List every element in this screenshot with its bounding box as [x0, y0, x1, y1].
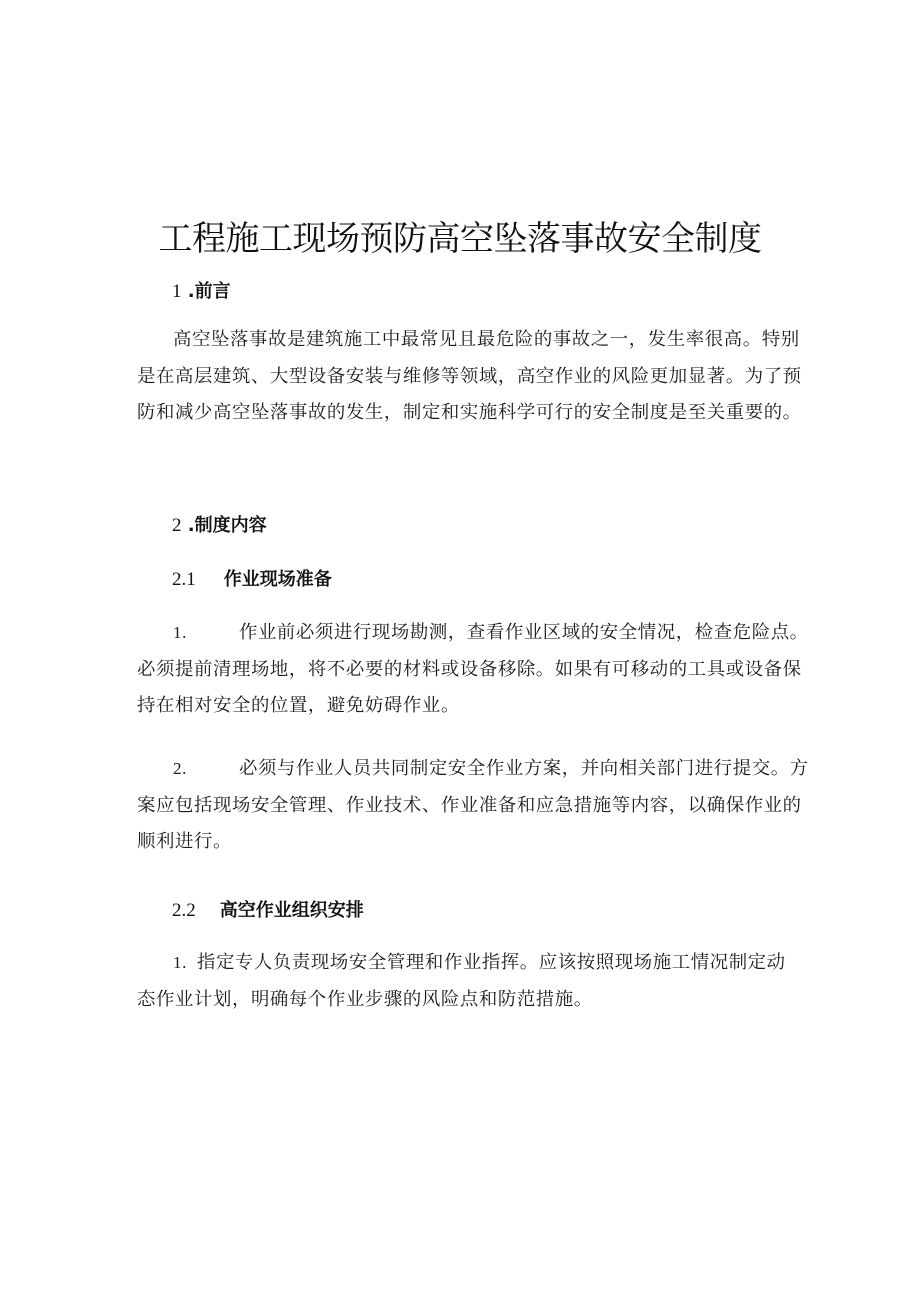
section-1-title: .前言: [187, 281, 231, 302]
section-1-number: 1: [172, 281, 182, 302]
subsection-2-2-item-1: [137, 945, 797, 1018]
subsection-2-1-number: 2.1: [172, 569, 196, 590]
section-2-title: .制度内容: [187, 515, 267, 536]
subsection-2-1-item-2-number: 2.: [173, 759, 187, 778]
section-2-heading: [172, 513, 267, 539]
subsection-2-1-title: 作业现场准备: [223, 569, 332, 590]
section-2-number: 2: [172, 515, 182, 536]
subsection-2-2-heading: [172, 898, 364, 924]
subsection-2-2-item-1-text: 指定专人负责现场安全管理和作业指挥。应该按照现场施工情况制定动态作业计划，明确每个作业步骤的风险点和防范措施。: [137, 952, 786, 1010]
section-1-paragraph-text: 高空坠落事故是建筑施工中最常见且最危险的事故之一，发生率很高。特别是在高层建筑、大型设备安装与维修等领域，高空作业的风险更加显著。为了预防和减少高空坠落事故的发生，制定和实施科学可行的安全制度是至关重要的。: [137, 329, 802, 423]
subsection-2-2-number: 2.2: [172, 900, 196, 921]
subsection-2-2-item-1-number: 1.: [173, 953, 187, 972]
subsection-2-1-item-1: [137, 615, 817, 725]
subsection-2-1-item-2-text: 必须与作业人员共同制定安全作业方案，并向相关部门进行提交。方案应包括现场安全管理、作业技术、作业准备和应急措施等内容，以确保作业的顺利进行。: [137, 758, 809, 852]
subsection-2-1-item-1-text: 作业前必须进行现场勘测，查看作业区域的安全情况，检查危险点。必须提前清理场地，将不必要的材料或设备移除。如果有可移动的工具或设备保持在相对安全的位置，避免妨碍作业。: [137, 622, 809, 716]
subsection-2-2-title: 高空作业组织安排: [219, 900, 364, 921]
document-title: 工程施工现场预防高空坠落事故安全制度: [158, 219, 762, 259]
section-1-paragraph: [137, 322, 817, 432]
subsection-2-1-item-2: [137, 751, 817, 861]
section-1-heading: [172, 279, 231, 305]
subsection-2-1-heading: [172, 567, 332, 593]
subsection-2-1-item-1-number: 1.: [173, 623, 187, 642]
